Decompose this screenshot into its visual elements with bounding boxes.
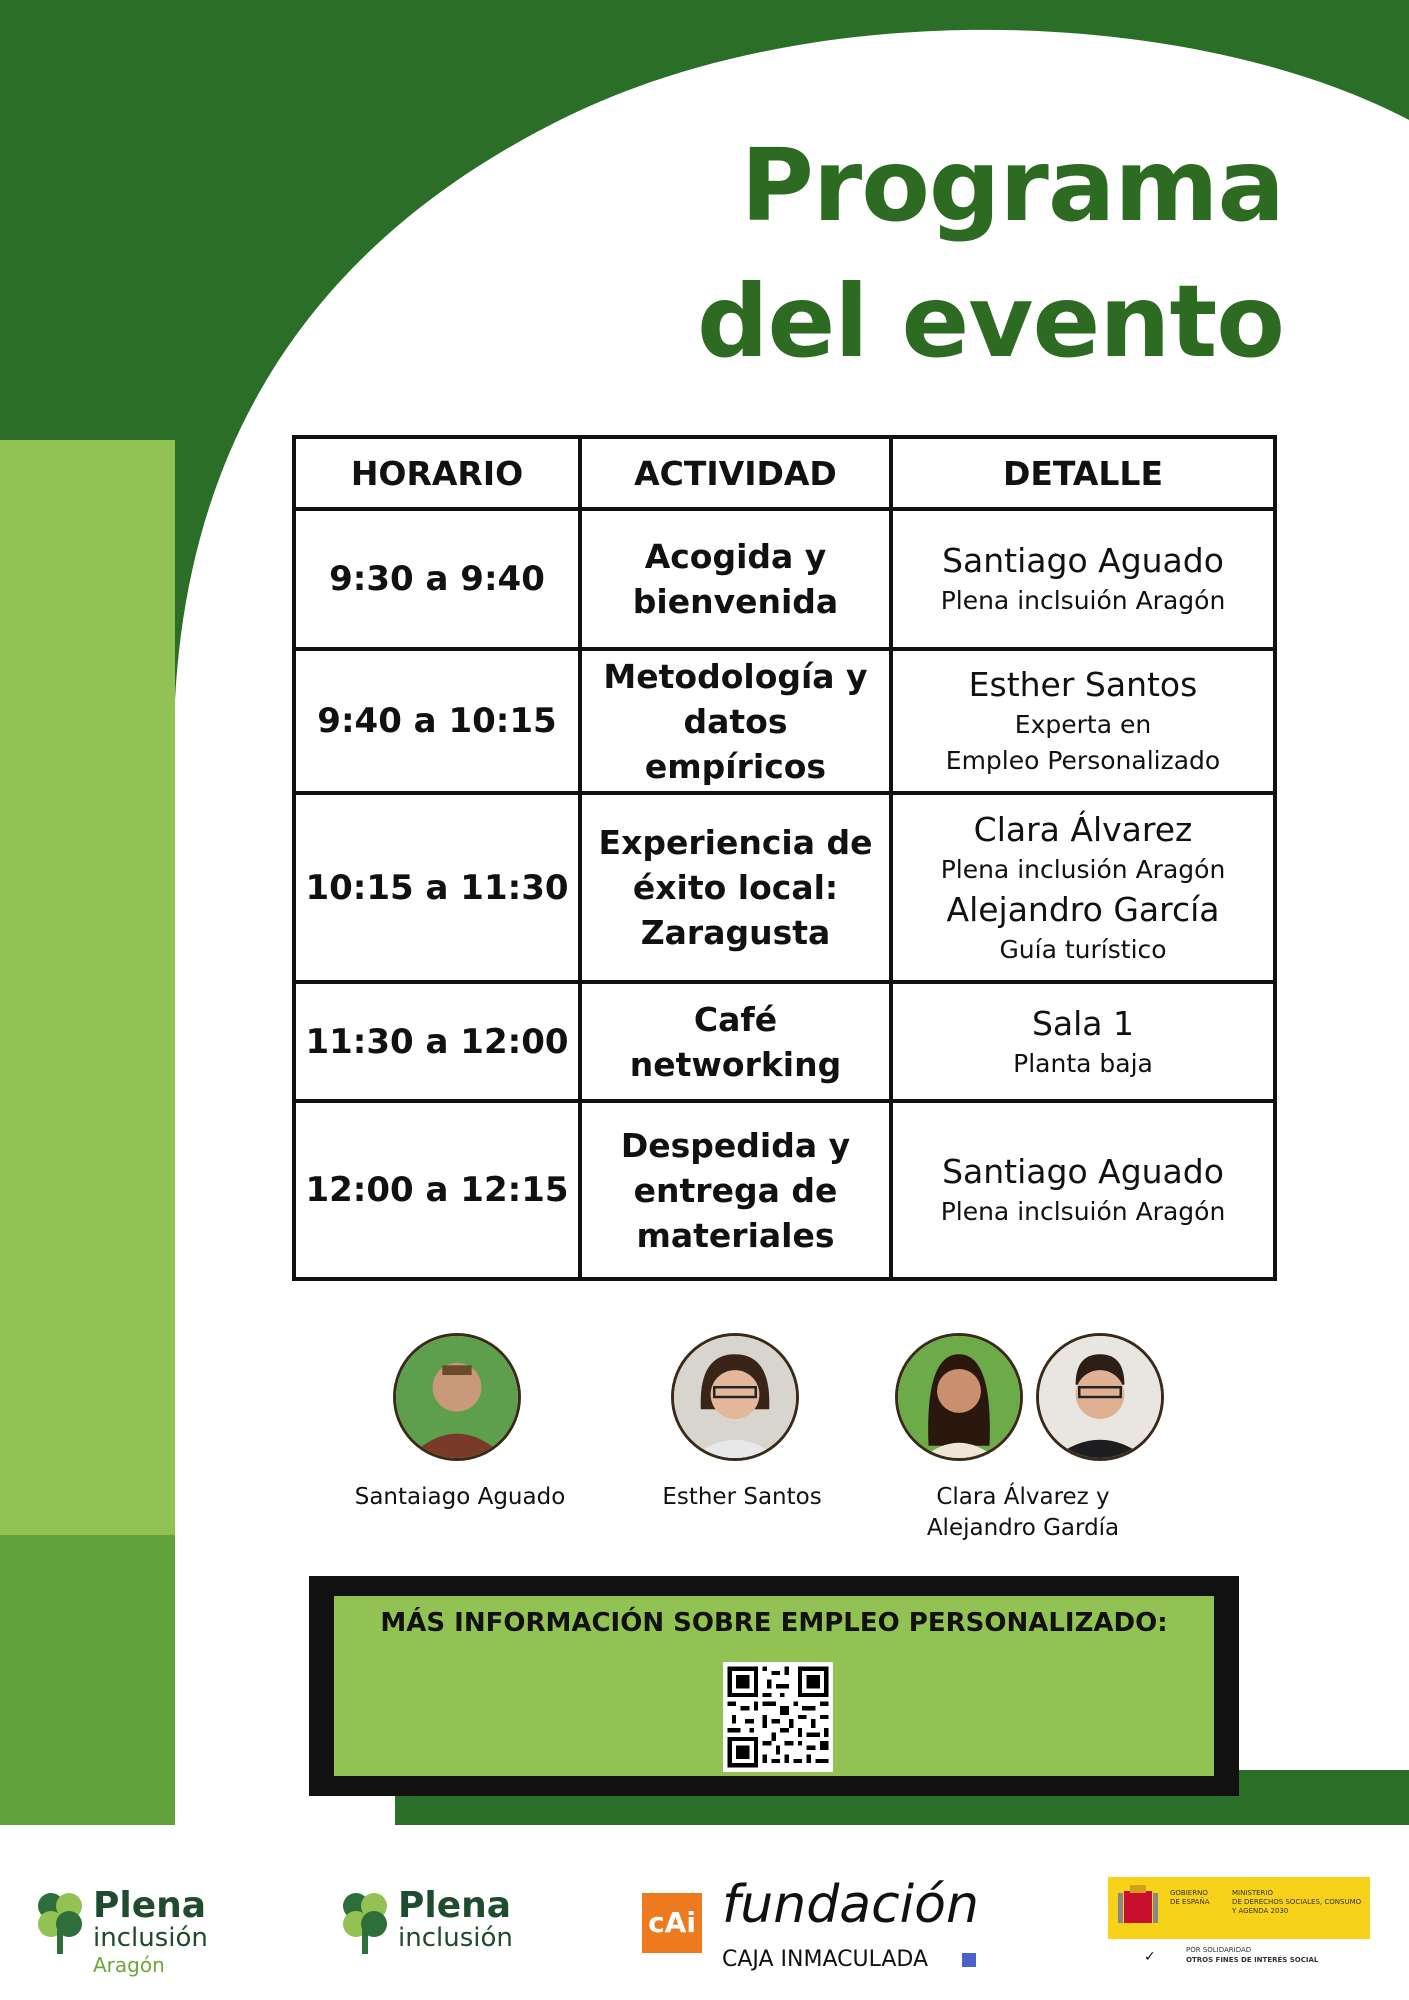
coat-of-arms-icon — [1116, 1883, 1160, 1933]
speaker-caption-line: Santaiago Aguado — [354, 1484, 566, 1510]
detail-cell — [891, 1101, 1275, 1279]
ministerio-line: MINISTERIO — [1232, 1889, 1273, 1897]
logo-plena-word: Plena — [398, 1885, 512, 1926]
activity-line: Experiencia de — [598, 823, 873, 862]
speaker-caption — [898, 1482, 1148, 1544]
detail-cell — [891, 982, 1275, 1101]
activity-line: materiales — [636, 1215, 835, 1255]
info-label: MÁS INFORMACIÓN SOBRE EMPLEO PERSONALIZADO: — [380, 1608, 1168, 1638]
table-row — [294, 649, 1275, 793]
speaker-caption-line: Alejandro Gardía — [926, 1515, 1120, 1541]
speaker-photo-esther — [671, 1333, 799, 1461]
activity-line: networking — [629, 1044, 842, 1084]
table-header-row — [294, 437, 1275, 509]
speaker-caption — [622, 1482, 862, 1513]
speaker-caption-line: Clara Álvarez y — [936, 1484, 1110, 1510]
title-line-2: del evento — [696, 263, 1284, 380]
detail-cell — [891, 649, 1275, 793]
detail-name: Esther Santos — [968, 665, 1198, 704]
detail-name: Clara Álvarez — [973, 809, 1193, 849]
logo-plena-word: Plena — [93, 1885, 207, 1926]
logo-inclusion-word: inclusión — [93, 1923, 208, 1953]
logo-aragon-word: Aragón — [93, 1953, 165, 1977]
detail-cell — [891, 793, 1275, 982]
logo-gobierno-espana — [1108, 1877, 1370, 1987]
speaker-photo-santiago — [393, 1333, 521, 1461]
page-title — [697, 118, 1284, 390]
activity-cell — [580, 509, 891, 649]
activity-line: Café — [693, 999, 778, 1039]
table-row — [294, 982, 1275, 1101]
detail-line: Plena inclsuión Aragón — [940, 586, 1226, 615]
detail-name: Santiago Aguado — [942, 541, 1224, 580]
speaker-photo-alejandro — [1036, 1333, 1164, 1461]
gobierno-text — [1170, 1889, 1210, 1907]
activity-cell — [580, 649, 891, 793]
caja-inmaculada-word: CAJA INMACULADA — [722, 1947, 929, 1972]
detail-name-2: Alejandro García — [946, 889, 1220, 929]
check-icon: ✓ — [1144, 1949, 1156, 1965]
solidaridad-line: POR SOLIDARIDAD — [1186, 1946, 1252, 1954]
detail-name: Santiago Aguado — [942, 1152, 1224, 1191]
ministerio-text — [1232, 1889, 1361, 1916]
qr-code-graphic — [723, 1662, 833, 1772]
detail-line-2: Guía turístico — [999, 934, 1167, 964]
blue-square-icon — [962, 1953, 976, 1967]
time-cell: 12:00 a 12:15 — [294, 1101, 580, 1279]
logo-inclusion-word: inclusión — [398, 1923, 513, 1953]
activity-cell — [580, 982, 891, 1101]
cai-badge: cAi — [642, 1893, 702, 1953]
footer — [0, 1825, 1409, 2000]
detail-name: Sala 1 — [1031, 1003, 1135, 1043]
header-horario: HORARIO — [294, 437, 580, 509]
info-box — [309, 1576, 1239, 1796]
logo-plena-inclusion-aragon — [35, 1885, 225, 1985]
activity-line: Metodología y — [603, 656, 868, 696]
time-cell: 9:40 a 10:15 — [294, 649, 580, 793]
schedule-table — [292, 435, 1277, 1281]
title-line-1: Programa — [740, 127, 1284, 244]
detail-line: Planta baja — [1013, 1048, 1153, 1078]
time-cell: 11:30 a 12:00 — [294, 982, 580, 1101]
time-cell: 9:30 a 9:40 — [294, 509, 580, 649]
fundacion-word: fundación — [722, 1875, 979, 1935]
clover-icon — [340, 1890, 390, 1955]
activity-line: datos empíricos — [644, 701, 827, 786]
ministerio-line: DE DERECHOS SOCIALES, CONSUMO — [1232, 1898, 1362, 1906]
logo-plena-inclusion — [340, 1885, 530, 1965]
solidaridad-text — [1186, 1945, 1318, 1965]
activity-line: éxito local: — [632, 868, 839, 907]
activity-cell — [580, 793, 891, 982]
detail-line: Plena inclsuión Aragón — [940, 1197, 1226, 1226]
activity-cell — [580, 1101, 891, 1279]
speaker-caption — [340, 1482, 580, 1513]
detail-line: Empleo Personalizado — [945, 746, 1221, 775]
detail-cell — [891, 509, 1275, 649]
ministerio-line: Y AGENDA 2030 — [1232, 1907, 1289, 1915]
speaker-caption-line: Esther Santos — [662, 1484, 822, 1510]
activity-line: bienvenida — [632, 582, 839, 621]
header-actividad: ACTIVIDAD — [580, 437, 891, 509]
table-row — [294, 1101, 1275, 1279]
header-detalle: DETALLE — [891, 437, 1275, 509]
solidaridad-line: OTROS FINES DE INTERÉS SOCIAL — [1186, 1956, 1319, 1964]
activity-line: Despedida y — [620, 1125, 851, 1165]
clover-icon — [35, 1890, 85, 1955]
time-cell: 10:15 a 11:30 — [294, 793, 580, 982]
detail-line: Plena inclusión Aragón — [940, 854, 1226, 884]
detail-line: Experta en — [1014, 710, 1152, 739]
activity-line: entrega de — [633, 1170, 838, 1210]
qr-code[interactable] — [723, 1662, 833, 1772]
gobierno-line: DE ESPAÑA — [1170, 1898, 1210, 1906]
table-row — [294, 793, 1275, 982]
activity-line: Acogida y — [644, 537, 827, 576]
info-box-inner — [334, 1596, 1214, 1776]
speaker-photo-clara — [895, 1333, 1023, 1461]
activity-line: Zaragusta — [640, 913, 831, 952]
logo-fundacion-caja-inmaculada — [642, 1875, 982, 1985]
table-row — [294, 509, 1275, 649]
gobierno-line: GOBIERNO — [1170, 1889, 1208, 1897]
